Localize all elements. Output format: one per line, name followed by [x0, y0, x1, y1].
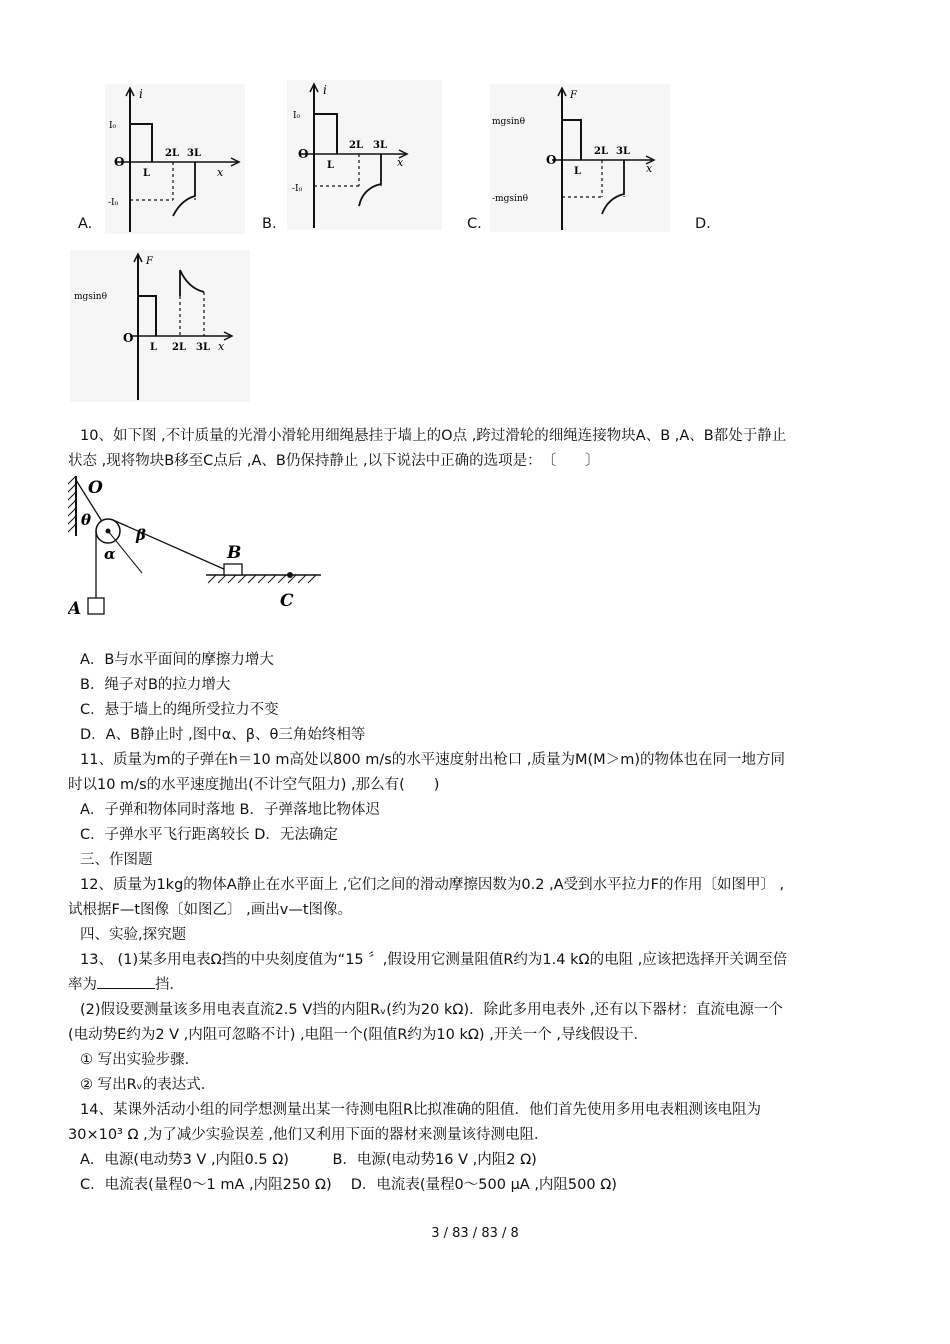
graph-c: [490, 84, 670, 232]
option-d-label: D.: [695, 216, 711, 232]
q14-line1: 14、某课外活动小组的同学想测量出某一待测电阻R比拟准确的阻值．他们首先使用多用电表粗测该电阻为: [80, 1102, 762, 1118]
graph-a-pos: I₀: [109, 121, 117, 131]
graph-b-neg: -I₀: [292, 184, 303, 194]
graph-d: [70, 250, 250, 402]
graph-d-tick-1: L: [150, 342, 158, 353]
q13-item1: ① 写出实验步骤．: [80, 1052, 200, 1068]
q11-options-ab: A．子弹和物体同时落地 B．子弹落地比物体迟: [80, 802, 380, 818]
q10-option-d: D．A、B静止时 ,图中α、β、θ三角始终相等: [80, 727, 366, 743]
graph-c-xlabel: x: [646, 162, 653, 175]
q14-line2: 30×10³ Ω ,为了减少实验误差 ,他们又利用下面的器材来测量该待测电阻．: [68, 1127, 549, 1143]
graph-d-tick-3: 3L: [196, 342, 210, 353]
answer-blank[interactable]: [97, 974, 155, 989]
graph-d-xlabel: x: [218, 340, 225, 353]
q13-line1b-post: 挡．: [155, 977, 184, 993]
q13-line2: (2)假设要测量该多用电表直流2.5 V挡的内阻Rᵥ(约为20 kΩ)．除此多用电表外 ,还有以下器材：直流电源一个: [80, 1002, 783, 1018]
graph-c-tick-2: 2L: [594, 146, 608, 157]
graph-b-tick-1: L: [327, 160, 335, 171]
q11-line2: 时以10 m/s的水平速度抛出(不计空气阻力) ,那么有( ): [68, 777, 440, 793]
fig-label-alpha: α: [104, 545, 116, 563]
q14-options-ab: A．电源(电动势3 V ,内阻0.5 Ω) B．电源(电动势16 V ,内阻2 Ω): [80, 1152, 537, 1168]
graph-a: [105, 84, 245, 234]
q13-line3: (电动势E约为2 V ,内阻可忽略不计) ,电阻一个(阻值R约为10 kΩ) ,开关一个 ,导线假设干．: [68, 1027, 649, 1043]
graph-d-ylabel: F: [146, 256, 153, 267]
q10-line1: 10、如下图 ,不计质量的光滑小滑轮用细绳悬挂于墙上的O点 ,跨过滑轮的细绳连接物块A、B ,A、B都处于静止: [80, 428, 787, 444]
q13-line1b: [68, 973, 184, 997]
q12-line2: 试根据F—t图像〔如图乙〕 ,画出v—t图像。: [68, 902, 353, 918]
section-3-heading: 三、作图题: [80, 852, 153, 868]
graph-a-origin: O: [114, 155, 125, 169]
graph-c-ylabel: F: [570, 90, 577, 101]
q13-line1: 13、 (1)某多用电表Ω挡的中央刻度值为“15 〞,假设用它测量阻值R约为1.4 kΩ的电阻 ,应该把选择开关调至倍: [80, 952, 788, 968]
fig-label-o: O: [88, 478, 103, 498]
graph-b-origin: O: [298, 147, 309, 161]
q11-options-cd: C．子弹水平飞行距离较长 D．无法确定: [80, 827, 338, 843]
graph-a-neg: -I₀: [108, 198, 119, 208]
graph-a-tick-3: 3L: [187, 148, 201, 159]
page-number: 3 / 83 / 83 / 8: [431, 1226, 519, 1241]
fig-label-beta: β: [136, 526, 146, 544]
fig-label-a: A: [68, 599, 82, 619]
graph-b-xlabel: x: [397, 156, 404, 169]
q11-line1: 11、质量为m的子弹在h＝10 m高处以800 m/s的水平速度射出枪口 ,质量为M(M＞m)的物体也在同一地方同: [80, 752, 785, 768]
fig-label-c: C: [280, 591, 294, 611]
graph-b-tick-3: 3L: [373, 140, 387, 151]
graph-d-tick-2: 2L: [172, 342, 186, 353]
graph-b-pos: I₀: [293, 111, 301, 121]
graph-b: [287, 80, 442, 230]
q12-line1: 12、质量为1kg的物体A静止在水平面上 ,它们之间的滑动摩擦因数为0.2 ,A受到水平拉力F的作用〔如图甲〕 ,: [80, 877, 785, 893]
graph-c-pos: mgsinθ: [492, 117, 526, 127]
q10-option-a: A．B与水平面间的摩擦力增大: [80, 652, 274, 668]
q10-option-c: C．悬于墙上的绳所受拉力不变: [80, 702, 279, 718]
section-4-heading: 四、实验,探究题: [80, 927, 187, 943]
graph-a-tick-2: 2L: [165, 148, 179, 159]
graph-c-tick-1: L: [574, 166, 582, 177]
q13-item2: ② 写出Rᵥ的表达式．: [80, 1077, 216, 1093]
q14-options-cd: C．电流表(量程0～1 mA ,内阻250 Ω) D．电流表(量程0～500 μA ,内阻500 Ω): [80, 1177, 617, 1193]
q10-figure: [68, 474, 323, 624]
fig-label-theta: θ: [81, 511, 92, 529]
graph-b-ylabel: i: [323, 83, 327, 97]
graph-d-pos: mgsinθ: [74, 292, 108, 302]
graph-c-neg: -mgsinθ: [492, 194, 529, 204]
graph-a-tick-1: L: [143, 168, 151, 179]
q10-option-b: B．绳子对B的拉力增大: [80, 677, 231, 693]
fig-label-b: B: [227, 543, 242, 563]
q13-line1b-pre: 率为: [68, 977, 97, 993]
q10-line2: 状态 ,现将物块B移至C点后 ,A、B仍保持静止 ,以下说法中正确的选项是： 〔 〕: [68, 453, 600, 469]
option-b-label: B.: [262, 216, 277, 232]
graph-c-tick-3: 3L: [616, 146, 630, 157]
graph-a-ylabel: i: [139, 87, 143, 101]
graph-c-origin: O: [546, 153, 557, 167]
graph-d-origin: O: [123, 331, 134, 345]
graph-b-tick-2: 2L: [349, 140, 363, 151]
graph-a-xlabel: x: [217, 166, 224, 179]
option-a-label: A.: [78, 216, 93, 232]
option-c-label: C.: [467, 216, 482, 232]
